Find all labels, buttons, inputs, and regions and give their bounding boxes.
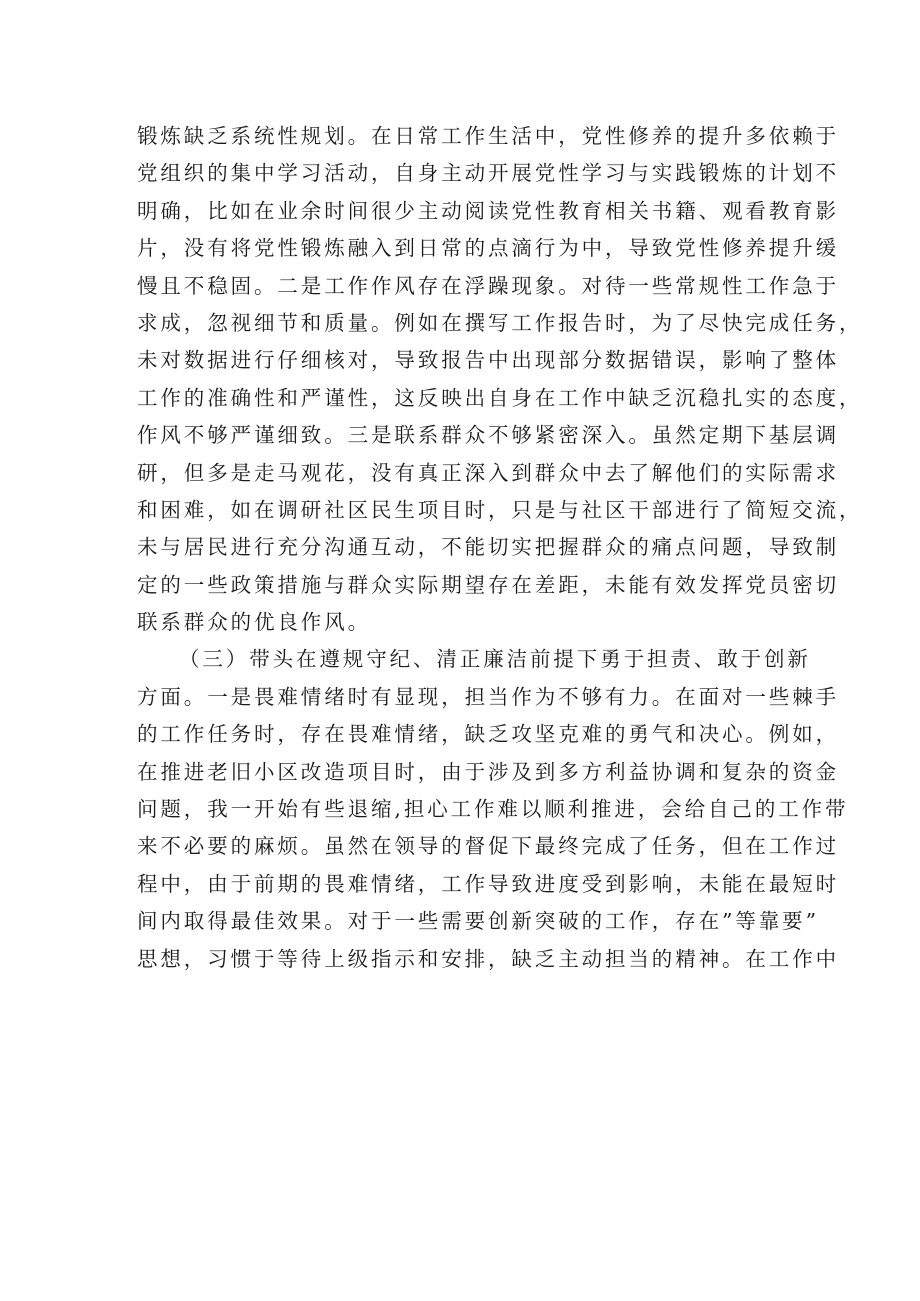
text-line: 片，没有将党性锻炼融入到日常的点滴行为中，导致党性修养提升缓	[137, 236, 839, 261]
text-line: 方面。一是畏难情绪时有显现，担当作为不够有力。在面对一些棘手	[137, 684, 839, 709]
text-line: 未与居民进行充分沟通互动，不能切实把握群众的痛点问题，导致制	[137, 535, 839, 560]
text-line: 联系群众的优良作风。	[137, 610, 371, 635]
text-line: 未对数据进行仔细核对，导致报告中出现部分数据错误，影响了整体	[137, 348, 839, 373]
text-line: 程中，由于前期的畏难情绪，工作导致进度受到影响，未能在最短时	[137, 871, 839, 896]
text-line: 锻炼缺乏系统性规划。在日常工作生活中，党性修养的提升多依赖于	[137, 124, 839, 148]
text-line: 间内取得最佳效果。对于一些需要创新突破的工作，存在”等靠要”	[137, 909, 819, 934]
text-line: 研，但多是走马观花，没有真正深入到群众中去了解他们的实际需求	[137, 460, 839, 485]
paragraph-2	[137, 641, 849, 978]
section-heading-line: （三）带头在遵规守纪、清正廉洁前提下勇于担责、敢于创新	[179, 647, 811, 672]
text-line: 思想，习惯于等待上级指示和安排，缺乏主动担当的精神。在工作中	[137, 946, 839, 971]
text-line: 问题，我一开始有些退缩,担心工作难以顺利推进，会给自己的工作带	[137, 797, 849, 822]
text-line: 作风不够严谨细致。三是联系群众不够紧密深入。虽然定期下基层调	[137, 423, 839, 448]
text-line: 明确，比如在业余时间很少主动阅读党性教育相关书籍、观看教育影	[137, 198, 839, 223]
text-line: 慢且不稳固。二是工作作风存在浮躁现象。对待一些常规性工作急于	[137, 273, 839, 298]
text-line: 定的一些政策措施与群众实际期望存在差距，未能有效发挥党员密切	[137, 572, 839, 597]
document-body	[137, 118, 863, 978]
paragraph-1	[137, 118, 863, 641]
text-line: 的工作任务时，存在畏难情绪，缺乏攻坚克难的勇气和决心。例如，	[137, 722, 839, 747]
text-line: 来不必要的麻烦。虽然在领导的督促下最终完成了任务，但在工作过	[137, 834, 839, 859]
text-line: 在推进老旧小区改造项目时，由于涉及到多方利益协调和复杂的资金	[137, 759, 839, 784]
text-line: 和困难，如在调研社区民生项目时，只是与社区干部进行了简短交流，	[137, 497, 863, 522]
text-line: 工作的准确性和严谨性，这反映出自身在工作中缺乏沉稳扎实的态度，	[137, 385, 863, 410]
text-line: 党组织的集中学习活动，自身主动开展党性学习与实践锻炼的计划不	[137, 161, 839, 186]
text-line: 求成，忽视细节和质量。例如在撰写工作报告时，为了尽快完成任务，	[137, 310, 863, 335]
